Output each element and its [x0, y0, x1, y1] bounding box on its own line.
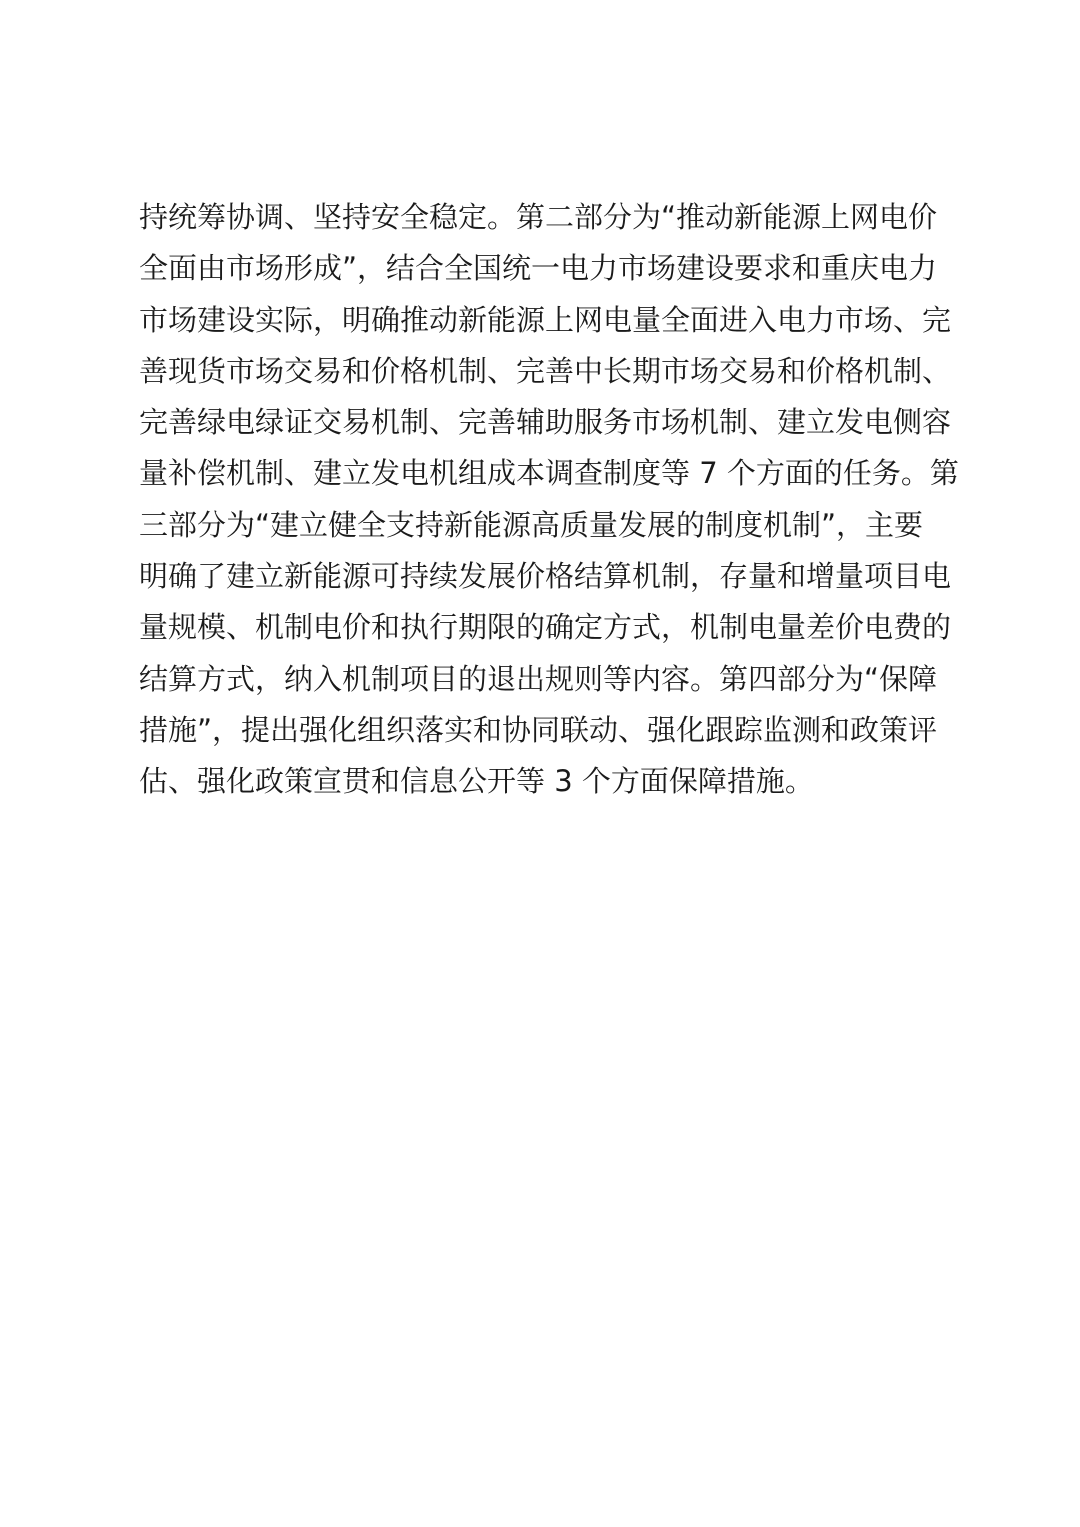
paragraph-line: 全面由市场形成”，结合全国统一电力市场建设要求和重庆电力	[139, 251, 938, 286]
paragraph-line: 措施”，提出强化组织落实和协同联动、强化跟踪监测和政策评	[139, 712, 938, 747]
paragraph-line: 估、强化政策宣贯和信息公开等 3 个方面保障措施。	[139, 764, 814, 799]
paragraph-line: 量补偿机制、建立发电机组成本调查制度等 7 个方面的任务。第	[139, 456, 959, 491]
paragraph-line: 善现货市场交易和价格机制、完善中长期市场交易和价格机制、	[139, 353, 952, 388]
body-paragraph	[139, 192, 959, 808]
paragraph-line: 完善绿电绿证交易机制、完善辅助服务市场机制、建立发电侧容	[139, 405, 952, 440]
paragraph-line: 明确了建立新能源可持续发展价格结算机制，存量和增量项目电	[139, 559, 952, 594]
paragraph-line: 三部分为“建立健全支持新能源高质量发展的制度机制”，主要	[139, 507, 924, 542]
paragraph-line: 量规模、机制电价和执行期限的确定方式，机制电量差价电费的	[139, 610, 952, 645]
paragraph-line: 结算方式，纳入机制项目的退出规则等内容。第四部分为“保障	[139, 661, 938, 696]
paragraph-line: 持统筹协调、坚持安全稳定。第二部分为“推动新能源上网电价	[139, 200, 938, 234]
paragraph-line: 市场建设实际，明确推动新能源上网电量全面进入电力市场、完	[139, 302, 952, 337]
